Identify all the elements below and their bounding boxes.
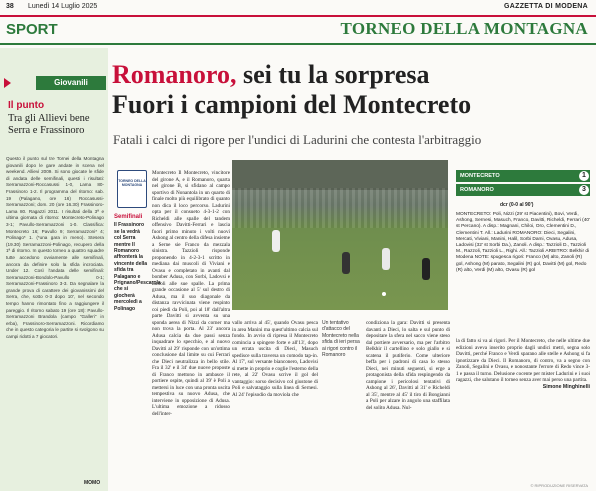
scoreboard bbox=[456, 170, 590, 196]
photo-fence bbox=[232, 188, 448, 228]
article-subheadline: Fatali i calci di rigore per l'undici di Ladurini che contesta l'arbitraggio bbox=[113, 132, 482, 147]
sidebar-body: Questo il punto sul tre Tornei della Montagna giovanili dopo le gare andate in scena nel weekend. Allievi 2009. Si sono giocate le sfide di andata delle semifinali, questi i risultati: Serramazzoni-Roccasussi 1-0, Lama 80-Frassinoro 1-2. Il programma del ritorno: sab. 19 (Palagano, ore 16) Roccasussi-Serramazzoni; dom. 20 (ore 16.30) Frassinoro-Lama 80. Ragazzi 2011. I risultati della 3ª e ultima giornata di ritorno: Montecreto-Polinago 3-1; Pavullo-Serramazzoni 1-0. Classifica: Montecreto 16; Pavullo 9; Serramazzoni* 4; Polinago* 1. (*una gara in meno). Stesera (19.30) Serramazzoni-Polinago, recupero della 1ª di ritorno. In questo torneo a quattro squadre tutte accedono ovviamente alle semifinali, ancora da definire solo la sfida incrociata. Under 12. Così l'andata delle semifinali: Serramazzoni-Bondolo-Pavullo 0-1; Serramazzoni-Frassinoro 3-3. Da segnalare la grande prova di carattere dei giovanissimi del Serra, che, sotto 0-3 dopo 10', nel secondo tempo hanno rimontato fino a raggiungere il pareggio. Il ritorno sabato 19 (ore 18): Pavullo-Serramazzoni Brandola (campo "Galleri" in erba), Frassinoro-Serramazzoni. Ricordiamo che in questo categoria le partite si svolgono su campi ridotti a 7 giocatori. bbox=[6, 156, 104, 340]
page-number: 38 bbox=[6, 3, 14, 10]
article-column-4 bbox=[456, 338, 590, 390]
photo-trees bbox=[232, 160, 448, 190]
headline-part: sei tu la sorpresa bbox=[236, 60, 430, 89]
team-name-home: MONTECRETO bbox=[460, 173, 500, 179]
top-bar bbox=[0, 0, 596, 14]
extra-time-note: dcr (0-0 al 90') bbox=[500, 202, 534, 208]
sidebar-headline: Tra gli Allievi bene Serra e Frassinoro bbox=[8, 113, 90, 136]
photo-caption bbox=[114, 214, 161, 312]
formations-text: MONTECRETO: Poli, Nizzi (29' st Piacentini), Bovi, Verdi, Ashong, Sernesi, Masuch, Franco, Davitti, Richeldi, Ferrari (40' st Percano). A disp.: Magnani, Chiloi, Oro, Clementini D., Clementini T. All.: Ladurini ROMANORO: Dieci, Segalini, Mercati, Viviani, Manini, Halil, Sorbi Dami, Ovasu, Adusa, Ladovisi (32' st Sorbi Da.), Zanoli. A disp.: Tazzioli D., Tazzioli M., Razzoli, Tazzioli L., Righi. All.: Tazzioli ARBITRO: Belkhir di Modena NOTE: spugesca rigori: Franco (M) alto, Zanoli (R) gol, Ashong (M) parato, Segalini (R) gol, Davitti (M) gol, Redo (R) alto, Verdi (M) alto, Ovasu (R) gol bbox=[456, 212, 590, 273]
team-row-away bbox=[456, 184, 590, 196]
headline-highlight: Romanoro, bbox=[112, 60, 237, 89]
player-figure bbox=[422, 258, 430, 280]
sidebar-box bbox=[0, 48, 108, 491]
feature-title: TORNEO DELLA MONTAGNA bbox=[340, 19, 588, 38]
sidebar-kicker: Il punto bbox=[8, 100, 45, 111]
article-signature: Simone Minghinelli bbox=[542, 383, 590, 390]
publication-name: GAZZETTA DI MODENA bbox=[504, 3, 588, 10]
team-row-home bbox=[456, 170, 590, 182]
player-figure bbox=[272, 230, 280, 252]
article-column-4-text: la di fatto si va ai rigori. Per il Montecreto, che nelle ultime due edizioni aveva inserito proprio dagli undici metri, segna solo Davitti, perché Franco e Verdi sparano alle stelle e Ashong si fa ipnotizzare da Dieci. Il Romanoro, di contro, va a segno con Zanoli, Segalini e Ovasu, e nonostante l'errore di Redo vince 3-1 e passa il turno. Delusione cocente per mister Ladurini e i suoi ragazzi, che salutano il torneo senza aver mai perso una partita. bbox=[456, 338, 590, 383]
player-figure bbox=[342, 252, 350, 274]
article-headline bbox=[112, 60, 596, 120]
match-photo bbox=[232, 160, 448, 310]
article-column-1: Montecreto Il Montecreto, vincitore del girone A, e il Romanoro, quarta nel girone B, si sfidano al campo sportivo di Nonantola in un quarto di finale molto più equilibrato di quanto non dica il loco percorso. Ladurini opta per il consueto 4-3-1-2 con Richeldi alle spalle del tandem offensivo Davitti-Ferrari e lascia fuori primo minuto i volti nuovi Ashong al centro della difesa insieme a Serne sie Franco da mezzala sinistra. Tazzioli risponde proponendo in 4-2-3-1 scritto in mediana dai muscoli di Viviani e Ovasu e completato in avanti dal bomber Adusa, con Sorbi, Ladovsi e Zanoli alle sue spalle. La prima grande occasione al 5' sul destro di Adusa, ma il suo diagonale da distanza ravvicinata viene respinto coi piedi da Poli, poi al 18' dall'altra parte Davitti si avventa su una sponda aerea di Nizzi da corner ma non trova la porta. Al 23' ancora Adusa calcia da due passi senza inquadrare lo specchio, e al nuovo Davitti al 29' risponde con un'ottima conclusione dal limite su cui Ferrari che Dieci neutralizza in bello stile. Fra il 32' e il 34' due nuove proposte di Franco mettono in ambasce il portiere ospite, quindi al 39' è Poli a mettersi in luce con una pronta uscita tempestiva su nuovo Adusa, che interviene in opposizione di Adusa. L'ultima emozione a ridosso dell'inter- bbox=[152, 170, 230, 417]
team-name-away: ROMANORO bbox=[460, 187, 494, 193]
article-column-3: condiziona la gara: Davitti si presenta davanti a Dieci, lo salta e sul punto di depositare la sfera nel sacco viene steso dal portiere avversario, ma per l'arbitro Belkhir il cartellino e solo giallo e si scatena il putiferio. Come ulteriore beffa per i padroni di casa lo stesso Dieci, nei minuti seguenti, si erge a protagonista della sfida respingendo da campione i pericolosi tentativi di Ashong al 26', Davitti al 31' e Richeldi al 35', mentre al 45' il tiro di Bongianni a Poli per alzare in angolo una staffilata del solito Adusa. Nul- bbox=[366, 320, 450, 411]
article-column-2: vallo arriva al 45', quando Ovasu pesca in area Manini ma quest'ultimo calcia sul fondo. In avvio di ripresa il Montecreto comincia a spingere forte e all'13', dopo un errata uscita di Dieci, Masuch spedisce sulla traversa un comodo tap-in. Al 17', sul versante bianconero, Ladovisi si mette in proprio e coglie l'esterno della rete, al 22' Ovasu scrive il gol del vantaggio: sorso decisivo col giustone di Poli e salvataggio sulla linea di Sernesi. Al 24' l'episodio da moviola che bbox=[232, 320, 318, 398]
sidebar-tag bbox=[4, 76, 108, 90]
photo-quote: Un tentativo d'attacco del Montecreto nella sfida di ieri persa ai rigori contro il Romanoro bbox=[322, 320, 360, 359]
sidebar-signature: MOMO bbox=[84, 480, 101, 486]
tournament-logo bbox=[117, 170, 147, 208]
section-label: SPORT bbox=[6, 21, 58, 38]
caption-kicker: Semifinali bbox=[114, 214, 143, 220]
score-home: 1 bbox=[579, 171, 589, 181]
headline-line2: Fuori i campioni del Montecreto bbox=[112, 90, 472, 119]
section-bar bbox=[0, 15, 596, 45]
issue-date: Lunedì 14 Luglio 2025 bbox=[28, 3, 98, 10]
caption-text: Il Frassinoro se la vedrà col Serra mentre Il Romanoro affronterà la vincente della sfida tra Palagano e Prignano/Pescarola che si giocherà mercoledì a Polinago bbox=[114, 222, 161, 312]
ball bbox=[382, 292, 386, 296]
player-figure bbox=[382, 248, 390, 270]
tournament-logo-text: TORNEO DELLA MONTAGNA bbox=[118, 179, 146, 187]
sidebar-tag-label: Giovanili bbox=[36, 76, 106, 90]
copyright-credit: © RIPRODUZIONE RISERVATA bbox=[530, 483, 588, 488]
arrow-icon bbox=[4, 78, 11, 88]
score-away: 3 bbox=[579, 185, 589, 195]
